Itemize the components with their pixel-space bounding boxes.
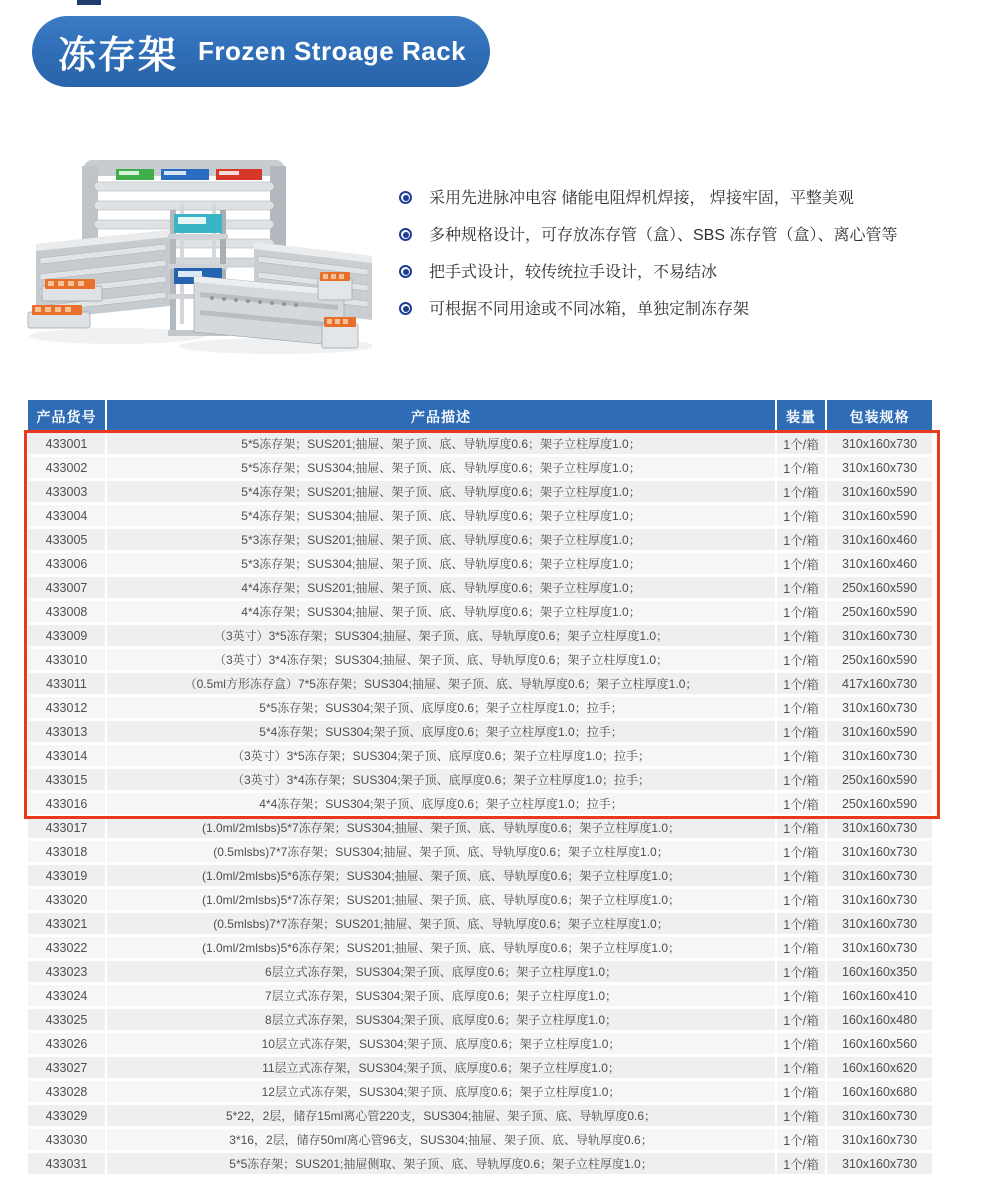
feature-text: 把手式设计，较传统拉手设计，不易结冰 xyxy=(429,264,718,281)
product-code-cell: 433004 xyxy=(28,505,105,529)
feature-text: 可根据不同用途或不同冰箱，单独定制冻存架 xyxy=(429,301,750,318)
feature-text: 采用先进脉冲电容 储能电阻焊机焊接， 焊接牢固，平整美观 xyxy=(429,190,854,207)
package-size-cell: 310x160x730 xyxy=(827,865,932,889)
product-description-cell: 5*5冻存架；SUS304;抽屉、架子顶、底、导轨厚度0.6；架子立柱厚度1.0； xyxy=(107,457,775,481)
product-code-cell: 433013 xyxy=(28,721,105,745)
product-code-cell: 433006 xyxy=(28,553,105,577)
table-row xyxy=(28,1057,932,1081)
orange-drawer-lower xyxy=(28,305,90,328)
pack-quantity-cell: 1个/箱 xyxy=(777,1153,825,1177)
product-description-cell: (0.5mlsbs)7*7冻存架；SUS304;抽屉、架子顶、底、导轨厚度0.6；架子立柱厚度1.0； xyxy=(107,841,775,865)
package-size-cell: 417x160x730 xyxy=(827,673,932,697)
package-size-cell: 310x160x730 xyxy=(827,745,932,769)
product-table xyxy=(28,400,932,1177)
page-title-english: Frozen Stroage Rack xyxy=(198,36,467,66)
package-size-cell: 310x160x730 xyxy=(827,433,932,457)
product-photo xyxy=(22,138,372,356)
package-size-cell: 310x160x730 xyxy=(827,1105,932,1129)
table-header-row xyxy=(28,400,932,433)
product-description-cell: （3英寸）3*4冻存架；SUS304;架子顶、底厚度0.6；架子立柱厚度1.0；拉手； xyxy=(107,769,775,793)
package-size-cell: 310x160x730 xyxy=(827,625,932,649)
package-size-cell: 160x160x480 xyxy=(827,1009,932,1033)
product-code-cell: 433026 xyxy=(28,1033,105,1057)
column-header-package-size: 包装规格 xyxy=(827,400,932,433)
feature-text: 多种规格设计，可存放冻存管（盒）、SBS 冻存管（盒）、离心管等 xyxy=(429,227,898,244)
table-row xyxy=(28,1081,932,1105)
pack-quantity-cell: 1个/箱 xyxy=(777,457,825,481)
table-row xyxy=(28,889,932,913)
product-code-cell: 433001 xyxy=(28,433,105,457)
package-size-cell: 310x160x460 xyxy=(827,529,932,553)
product-description-cell: 12层立式冻存架，SUS304;架子顶、底厚度0.6；架子立柱厚度1.0； xyxy=(107,1081,775,1105)
product-code-cell: 433002 xyxy=(28,457,105,481)
package-size-cell: 310x160x730 xyxy=(827,457,932,481)
package-size-cell: 250x160x590 xyxy=(827,769,932,793)
table-row xyxy=(28,817,932,841)
product-code-cell: 433031 xyxy=(28,1153,105,1177)
product-code-cell: 433011 xyxy=(28,673,105,697)
table-row xyxy=(28,1033,932,1057)
pack-quantity-cell: 1个/箱 xyxy=(777,553,825,577)
pack-quantity-cell: 1个/箱 xyxy=(777,1129,825,1153)
product-description-cell: 6层立式冻存架，SUS304;架子顶、底厚度0.6；架子立柱厚度1.0； xyxy=(107,961,775,985)
pack-quantity-cell: 1个/箱 xyxy=(777,913,825,937)
package-size-cell: 310x160x730 xyxy=(827,937,932,961)
product-code-cell: 433008 xyxy=(28,601,105,625)
product-code-cell: 433007 xyxy=(28,577,105,601)
feature-item xyxy=(397,262,977,283)
product-description-cell: 4*4冻存架；SUS201;抽屉、架子顶、底、导轨厚度0.6；架子立柱厚度1.0； xyxy=(107,577,775,601)
product-description-cell: （3英寸）3*5冻存架；SUS304;抽屉、架子顶、底、导轨厚度0.6；架子立柱厚度1.0； xyxy=(107,625,775,649)
table-row xyxy=(28,553,932,577)
pack-quantity-cell: 1个/箱 xyxy=(777,577,825,601)
table-row xyxy=(28,1129,932,1153)
product-description-cell: （3英寸）3*5冻存架；SUS304;架子顶、底厚度0.6；架子立柱厚度1.0；拉手； xyxy=(107,745,775,769)
product-code-cell: 433003 xyxy=(28,481,105,505)
pack-quantity-cell: 1个/箱 xyxy=(777,937,825,961)
pack-quantity-cell: 1个/箱 xyxy=(777,769,825,793)
product-description-cell: (1.0ml/2mlsbs)5*7冻存架；SUS201;抽屉、架子顶、底、导轨厚度0.6；架子立柱厚度1.0； xyxy=(107,889,775,913)
product-code-cell: 433015 xyxy=(28,769,105,793)
column-header-pack-quantity: 装量 xyxy=(777,400,825,433)
product-description-cell: 11层立式冻存架，SUS304;架子顶、底厚度0.6；架子立柱厚度1.0； xyxy=(107,1057,775,1081)
package-size-cell: 160x160x620 xyxy=(827,1057,932,1081)
page-corner-mark xyxy=(77,0,101,5)
pack-quantity-cell: 1个/箱 xyxy=(777,481,825,505)
package-size-cell: 310x160x730 xyxy=(827,1129,932,1153)
pack-quantity-cell: 1个/箱 xyxy=(777,817,825,841)
package-size-cell: 250x160x590 xyxy=(827,577,932,601)
pack-quantity-cell: 1个/箱 xyxy=(777,649,825,673)
package-size-cell: 310x160x730 xyxy=(827,817,932,841)
package-size-cell: 250x160x590 xyxy=(827,649,932,673)
product-code-cell: 433019 xyxy=(28,865,105,889)
pack-quantity-cell: 1个/箱 xyxy=(777,745,825,769)
package-size-cell: 310x160x730 xyxy=(827,913,932,937)
column-header-product-code: 产品货号 xyxy=(28,400,105,433)
product-code-cell: 433010 xyxy=(28,649,105,673)
product-description-cell: 7层立式冻存架，SUS304;架子顶、底厚度0.6；架子立柱厚度1.0； xyxy=(107,985,775,1009)
package-size-cell: 310x160x730 xyxy=(827,697,932,721)
product-code-cell: 433009 xyxy=(28,625,105,649)
pack-quantity-cell: 1个/箱 xyxy=(777,1081,825,1105)
freezer-rack-illustration xyxy=(22,138,372,356)
page-title-chinese: 冻存架 xyxy=(58,35,179,77)
table-row xyxy=(28,673,932,697)
package-size-cell: 310x160x590 xyxy=(827,505,932,529)
product-description-cell: 5*4冻存架；SUS201;抽屉、架子顶、底、导轨厚度0.6；架子立柱厚度1.0； xyxy=(107,481,775,505)
package-size-cell: 310x160x730 xyxy=(827,841,932,865)
product-code-cell: 433023 xyxy=(28,961,105,985)
package-size-cell: 160x160x350 xyxy=(827,961,932,985)
pack-quantity-cell: 1个/箱 xyxy=(777,793,825,817)
product-description-cell: (1.0ml/2mlsbs)5*6冻存架；SUS201;抽屉、架子顶、底、导轨厚度0.6；架子立柱厚度1.0； xyxy=(107,937,775,961)
product-description-cell: 5*4冻存架；SUS304;架子顶、底厚度0.6；架子立柱厚度1.0；拉手； xyxy=(107,721,775,745)
package-size-cell: 310x160x590 xyxy=(827,721,932,745)
product-code-cell: 433021 xyxy=(28,913,105,937)
table-row xyxy=(28,529,932,553)
orange-box-bottom xyxy=(322,317,358,348)
orange-drawer-upper xyxy=(42,279,102,301)
product-code-cell: 433022 xyxy=(28,937,105,961)
product-code-cell: 433018 xyxy=(28,841,105,865)
product-description-cell: 10层立式冻存架，SUS304;架子顶、底厚度0.6；架子立柱厚度1.0； xyxy=(107,1033,775,1057)
product-description-cell: 5*5冻存架；SUS304;架子顶、底厚度0.6；架子立柱厚度1.0；拉手； xyxy=(107,697,775,721)
table-row xyxy=(28,793,932,817)
product-code-cell: 433029 xyxy=(28,1105,105,1129)
product-code-cell: 433028 xyxy=(28,1081,105,1105)
table-row xyxy=(28,769,932,793)
pack-quantity-cell: 1个/箱 xyxy=(777,433,825,457)
product-code-cell: 433014 xyxy=(28,745,105,769)
feature-item xyxy=(397,188,977,209)
pack-quantity-cell: 1个/箱 xyxy=(777,721,825,745)
product-description-cell: (1.0ml/2mlsbs)5*7冻存架；SUS304;抽屉、架子顶、底、导轨厚度0.6；架子立柱厚度1.0； xyxy=(107,817,775,841)
table-row xyxy=(28,1105,932,1129)
package-size-cell: 310x160x590 xyxy=(827,481,932,505)
feature-list xyxy=(397,188,977,336)
pack-quantity-cell: 1个/箱 xyxy=(777,841,825,865)
product-description-cell: 4*4冻存架；SUS304;抽屉、架子顶、底、导轨厚度0.6；架子立柱厚度1.0； xyxy=(107,601,775,625)
package-size-cell: 250x160x590 xyxy=(827,601,932,625)
table-row xyxy=(28,601,932,625)
bullet-icon xyxy=(399,265,412,278)
left-rack xyxy=(28,230,170,328)
product-description-cell: （0.5ml方形冻存盒）7*5冻存架；SUS304;抽屉、架子顶、底、导轨厚度0.6；架子立柱厚度1.0； xyxy=(107,673,775,697)
table-row xyxy=(28,913,932,937)
product-code-cell: 433027 xyxy=(28,1057,105,1081)
product-code-cell: 433025 xyxy=(28,1009,105,1033)
package-size-cell: 160x160x680 xyxy=(827,1081,932,1105)
table-row xyxy=(28,985,932,1009)
table-row xyxy=(28,577,932,601)
package-size-cell: 160x160x410 xyxy=(827,985,932,1009)
table-row xyxy=(28,721,932,745)
product-description-cell: (1.0ml/2mlsbs)5*6冻存架；SUS304;抽屉、架子顶、底、导轨厚度0.6；架子立柱厚度1.0； xyxy=(107,865,775,889)
column-header-product-description: 产品描述 xyxy=(107,400,775,433)
table-row xyxy=(28,697,932,721)
table-row xyxy=(28,433,932,457)
table-body xyxy=(28,433,932,1177)
pack-quantity-cell: 1个/箱 xyxy=(777,505,825,529)
table-row xyxy=(28,1009,932,1033)
table-row xyxy=(28,1153,932,1177)
product-description-cell: 8层立式冻存架，SUS304;架子顶、底厚度0.6；架子立柱厚度1.0； xyxy=(107,1009,775,1033)
bullet-icon xyxy=(399,302,412,315)
table-row xyxy=(28,961,932,985)
table-row xyxy=(28,841,932,865)
pack-quantity-cell: 1个/箱 xyxy=(777,697,825,721)
pack-quantity-cell: 1个/箱 xyxy=(777,1033,825,1057)
table-row xyxy=(28,625,932,649)
package-size-cell: 310x160x460 xyxy=(827,553,932,577)
product-code-cell: 433030 xyxy=(28,1129,105,1153)
feature-item xyxy=(397,225,977,246)
pack-quantity-cell: 1个/箱 xyxy=(777,1057,825,1081)
pack-quantity-cell: 1个/箱 xyxy=(777,961,825,985)
pack-quantity-cell: 1个/箱 xyxy=(777,985,825,1009)
table-row xyxy=(28,745,932,769)
product-description-cell: 5*5冻存架；SUS201;抽屉、架子顶、底、导轨厚度0.6；架子立柱厚度1.0； xyxy=(107,433,775,457)
product-code-cell: 433016 xyxy=(28,793,105,817)
bullet-icon xyxy=(399,228,412,241)
pack-quantity-cell: 1个/箱 xyxy=(777,529,825,553)
product-description-cell: 5*5冻存架；SUS201;抽屉侧取、架子顶、底、导轨厚度0.6；架子立柱厚度1.0； xyxy=(107,1153,775,1177)
package-size-cell: 310x160x730 xyxy=(827,889,932,913)
bullet-icon xyxy=(399,191,412,204)
product-description-cell: 5*3冻存架；SUS201;抽屉、架子顶、底、导轨厚度0.6；架子立柱厚度1.0； xyxy=(107,529,775,553)
pack-quantity-cell: 1个/箱 xyxy=(777,673,825,697)
pack-quantity-cell: 1个/箱 xyxy=(777,1105,825,1129)
table-row xyxy=(28,505,932,529)
pack-quantity-cell: 1个/箱 xyxy=(777,889,825,913)
table-row xyxy=(28,457,932,481)
table-row xyxy=(28,481,932,505)
product-description-cell: （3英寸）3*4冻存架；SUS304;抽屉、架子顶、底、导轨厚度0.6；架子立柱厚度1.0； xyxy=(107,649,775,673)
product-code-cell: 433020 xyxy=(28,889,105,913)
pack-quantity-cell: 1个/箱 xyxy=(777,601,825,625)
product-code-cell: 433012 xyxy=(28,697,105,721)
table-row xyxy=(28,865,932,889)
table-row xyxy=(28,937,932,961)
product-description-cell: 5*22，2层，储存15ml离心管220支，SUS304;抽屉、架子顶、底、导轨厚度0.6； xyxy=(107,1105,775,1129)
product-description-cell: 5*4冻存架；SUS304;抽屉、架子顶、底、导轨厚度0.6；架子立柱厚度1.0； xyxy=(107,505,775,529)
orange-box-top xyxy=(318,272,352,300)
package-size-cell: 160x160x560 xyxy=(827,1033,932,1057)
product-description-cell: 3*16，2层，储存50ml离心管96支，SUS304;抽屉、架子顶、底、导轨厚度0.6； xyxy=(107,1129,775,1153)
feature-item xyxy=(397,299,977,320)
product-description-cell: 4*4冻存架；SUS304;架子顶、底厚度0.6；架子立柱厚度1.0；拉手； xyxy=(107,793,775,817)
product-code-cell: 433005 xyxy=(28,529,105,553)
product-code-cell: 433017 xyxy=(28,817,105,841)
pack-quantity-cell: 1个/箱 xyxy=(777,865,825,889)
package-size-cell: 250x160x590 xyxy=(827,793,932,817)
pack-quantity-cell: 1个/箱 xyxy=(777,1009,825,1033)
package-size-cell: 310x160x730 xyxy=(827,1153,932,1177)
table-row xyxy=(28,649,932,673)
pack-quantity-cell: 1个/箱 xyxy=(777,625,825,649)
product-description-cell: 5*3冻存架；SUS304;抽屉、架子顶、底、导轨厚度0.6；架子立柱厚度1.0； xyxy=(107,553,775,577)
product-description-cell: (0.5mlsbs)7*7冻存架；SUS201;抽屉、架子顶、底、导轨厚度0.6；架子立柱厚度1.0； xyxy=(107,913,775,937)
page-title-banner xyxy=(32,16,490,87)
product-code-cell: 433024 xyxy=(28,985,105,1009)
front-tube-rack xyxy=(194,272,358,348)
